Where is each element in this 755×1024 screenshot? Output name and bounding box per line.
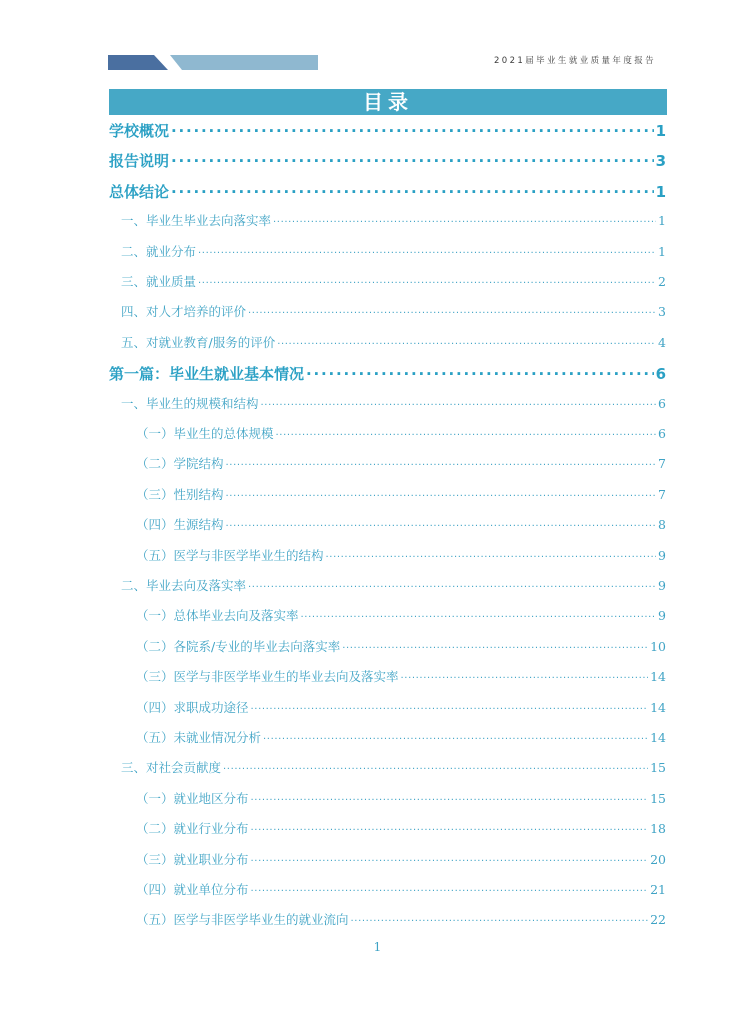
dot-leader bbox=[171, 121, 654, 136]
dot-leader bbox=[306, 364, 654, 379]
toc-entry-page: 1 bbox=[658, 243, 666, 259]
toc-entry-label: 一、毕业生毕业去向落实率 bbox=[121, 213, 272, 229]
toc-entry-page: 9 bbox=[658, 608, 666, 624]
toc-entry-page: 3 bbox=[658, 304, 666, 320]
toc-entry[interactable] bbox=[121, 758, 666, 776]
toc-entry[interactable] bbox=[121, 394, 666, 412]
toc-title-banner: 目录 bbox=[109, 89, 667, 115]
toc-entry-page: 1 bbox=[655, 182, 666, 201]
dot-leader bbox=[226, 517, 657, 530]
toc-entry-page: 20 bbox=[650, 851, 666, 867]
toc-entry[interactable] bbox=[136, 637, 666, 655]
toc-entry[interactable] bbox=[109, 181, 666, 202]
toc-entry-page: 21 bbox=[650, 882, 666, 897]
toc-entry-label: 二、毕业去向及落实率 bbox=[121, 578, 247, 593]
dot-leader bbox=[277, 334, 656, 347]
toc-entry-label: （三）医学与非医学毕业生的毕业去向及落实率 bbox=[136, 669, 399, 685]
toc-entry-page: 15 bbox=[650, 760, 666, 776]
toc-entry-label: （二）学院结构 bbox=[136, 456, 224, 472]
toc-entry-page: 1 bbox=[658, 213, 666, 229]
toc-entry-label: 第一篇：毕业生就业基本情况 bbox=[109, 365, 305, 384]
dot-leader bbox=[226, 486, 657, 499]
dot-leader bbox=[251, 790, 649, 803]
toc-entry-page: 6 bbox=[658, 395, 666, 411]
dot-leader bbox=[248, 304, 656, 317]
toc-entry[interactable] bbox=[136, 728, 666, 746]
toc-entry[interactable] bbox=[136, 667, 666, 685]
toc-entry[interactable] bbox=[136, 424, 666, 442]
toc-entry-page: 10 bbox=[650, 638, 666, 654]
toc-entry-label: 三、就业质量 bbox=[121, 274, 197, 289]
toc-entry[interactable] bbox=[109, 120, 666, 141]
dot-leader bbox=[171, 182, 654, 197]
toc-entry-page: 14 bbox=[650, 730, 666, 745]
toc-entry-page: 18 bbox=[650, 821, 666, 837]
toc-entry-label: （四）求职成功途径 bbox=[136, 699, 249, 715]
toc-entry-label: 二、就业分布 bbox=[121, 243, 197, 259]
toc-entry-label: 五、对就业教育/服务的评价 bbox=[121, 334, 276, 350]
dot-leader bbox=[401, 669, 649, 682]
logo-dark-block bbox=[108, 55, 168, 70]
page-header bbox=[108, 52, 668, 72]
toc-entry-page: 7 bbox=[658, 456, 666, 472]
toc-entry[interactable] bbox=[136, 454, 666, 472]
dot-leader bbox=[351, 912, 649, 925]
toc-entry[interactable] bbox=[121, 211, 666, 229]
dot-leader bbox=[342, 638, 648, 651]
toc-entry-label: （五）未就业情况分析 bbox=[136, 730, 262, 745]
toc-entry[interactable] bbox=[136, 910, 666, 928]
toc-entry-label: 四、对人才培养的评价 bbox=[121, 304, 247, 320]
dot-leader bbox=[248, 578, 656, 591]
dot-leader bbox=[261, 395, 657, 408]
toc-entry-page: 4 bbox=[658, 334, 666, 350]
toc-entry-page: 22 bbox=[650, 912, 666, 928]
toc-entry-label: （三）性别结构 bbox=[136, 486, 224, 502]
toc-entry-label: （五）医学与非医学毕业生的结构 bbox=[136, 547, 324, 563]
toc-entry-page: 14 bbox=[650, 699, 666, 715]
toc-entry-label: 学校概况 bbox=[109, 122, 170, 140]
toc-entry-label: 总体结论 bbox=[109, 182, 170, 201]
header-logo-band bbox=[108, 52, 318, 70]
toc-entry-page: 3 bbox=[655, 152, 666, 171]
dot-leader bbox=[301, 608, 657, 621]
toc-entry[interactable] bbox=[121, 302, 666, 320]
dot-leader bbox=[251, 699, 649, 712]
toc-entry[interactable] bbox=[136, 485, 666, 503]
toc-entry-page: 8 bbox=[658, 517, 666, 533]
dot-leader bbox=[198, 274, 656, 287]
toc-entry[interactable] bbox=[136, 515, 666, 533]
toc-entry-label: （五）医学与非医学毕业生的就业流向 bbox=[136, 912, 349, 928]
dot-leader bbox=[251, 882, 649, 895]
toc-entry-label: （三）就业职业分布 bbox=[136, 851, 249, 867]
dot-leader bbox=[326, 547, 657, 560]
toc-entry-label: 一、毕业生的规模和结构 bbox=[121, 395, 259, 411]
toc-entry-page: 6 bbox=[655, 365, 666, 384]
dot-leader bbox=[171, 151, 654, 166]
toc-entry-label: （一）总体毕业去向及落实率 bbox=[136, 608, 299, 624]
toc-entry-page: 14 bbox=[650, 669, 666, 685]
dot-leader bbox=[251, 821, 649, 834]
toc-entry-page: 2 bbox=[658, 274, 666, 289]
toc-entry-page: 15 bbox=[650, 790, 666, 806]
report-title: 2021届毕业生就业质量年度报告 bbox=[494, 56, 657, 66]
toc-entry[interactable] bbox=[136, 546, 666, 564]
toc-entry[interactable] bbox=[136, 850, 666, 868]
toc-entry[interactable] bbox=[121, 576, 666, 594]
dot-leader bbox=[226, 456, 657, 469]
logo-light-block bbox=[170, 55, 318, 70]
toc-entry-page: 6 bbox=[658, 426, 666, 441]
toc-entry-label: （四）就业单位分布 bbox=[136, 882, 249, 897]
toc-entry[interactable] bbox=[136, 819, 666, 837]
toc-entry[interactable] bbox=[136, 698, 666, 716]
toc-entry-page: 9 bbox=[658, 547, 666, 563]
toc-entry-label: （一）毕业生的总体规模 bbox=[136, 426, 274, 441]
page-number: 1 bbox=[373, 940, 382, 954]
toc-entry[interactable] bbox=[136, 789, 666, 807]
dot-leader bbox=[273, 213, 656, 226]
toc-entry-label: （二）就业行业分布 bbox=[136, 821, 249, 837]
toc-entry-page: 9 bbox=[658, 578, 666, 593]
toc-entry-label: （四）生源结构 bbox=[136, 517, 224, 533]
toc-entry[interactable] bbox=[136, 606, 666, 624]
toc-entry-page: 1 bbox=[655, 122, 666, 140]
toc-entry-page: 7 bbox=[658, 486, 666, 502]
toc-entry-label: 报告说明 bbox=[109, 152, 170, 171]
toc-entry-label: （二）各院系/专业的毕业去向落实率 bbox=[136, 638, 341, 654]
toc-entry-label: （一）就业地区分布 bbox=[136, 790, 249, 806]
dot-leader bbox=[251, 851, 649, 864]
toc-entry[interactable] bbox=[109, 363, 666, 384]
dot-leader bbox=[276, 426, 657, 439]
toc-entry-label: 三、对社会贡献度 bbox=[121, 760, 222, 776]
dot-leader bbox=[263, 730, 648, 743]
toc-entry[interactable] bbox=[136, 880, 666, 898]
toc-entry[interactable] bbox=[121, 242, 666, 260]
toc-entry[interactable] bbox=[109, 150, 666, 171]
dot-leader bbox=[198, 243, 656, 256]
toc-entry[interactable] bbox=[121, 272, 666, 290]
toc-entry[interactable] bbox=[121, 333, 666, 351]
dot-leader bbox=[223, 760, 648, 773]
